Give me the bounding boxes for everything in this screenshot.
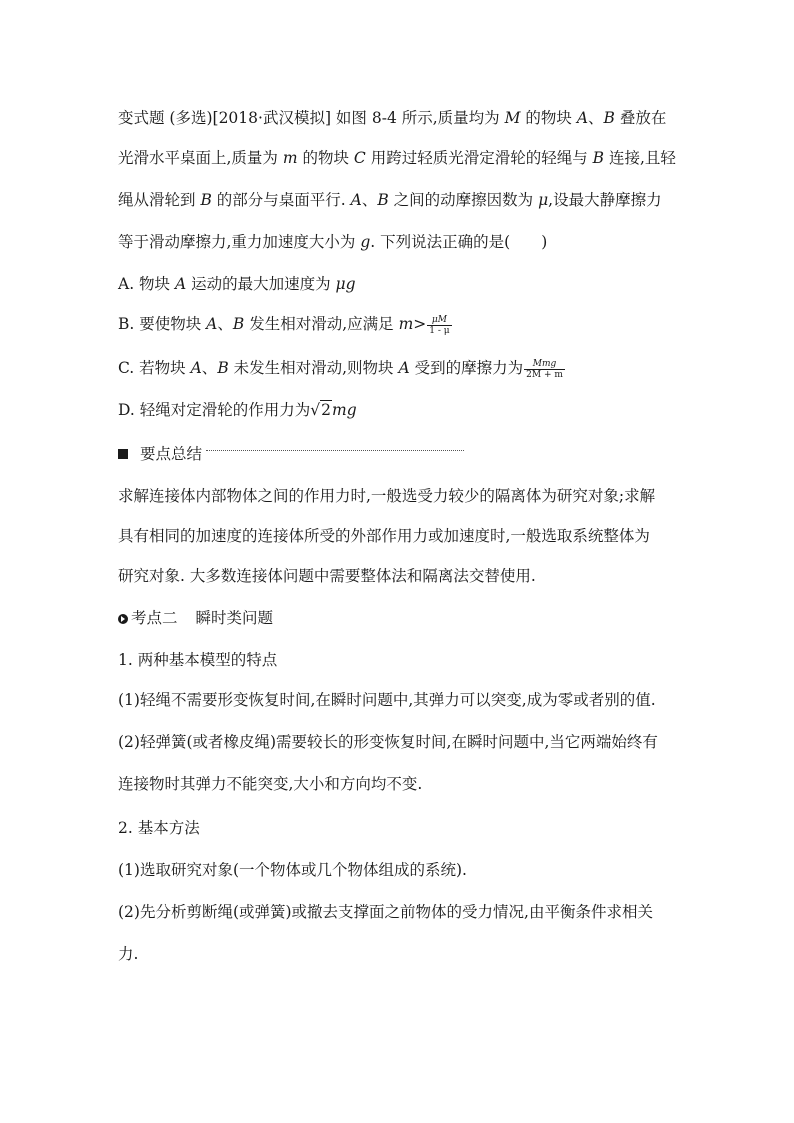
option-c: C. 若物块 A、B 未发生相对滑动,则物块 A 受到的摩擦力为 $\frac{\text{Mmg}}{2M + m}$ <box>118 358 563 380</box>
section-item: (2)轻弹簧(或者橡皮绳)需要较长的形变恢复时间,在瞬时问题中,当它两端始终有 <box>118 733 658 751</box>
dotted-rule <box>206 450 464 451</box>
section-item: 1. 两种基本模型的特点 <box>118 651 278 669</box>
section-item: 力. <box>118 945 139 963</box>
black-square-icon <box>118 449 128 459</box>
option-b: B. 要使物块 A、B 发生相对滑动,应满足 m> $\frac{\mu M}{1 - \mu}$ <box>118 314 450 336</box>
section-heading: 考点二 瞬时类问题 <box>118 608 273 628</box>
fraction-mu-m-over-1-minus-mu: $\frac{\mu M}{1 - \mu}$ <box>429 314 450 336</box>
section-item: 连接物时其弹力不能突变,大小和方向均不变. <box>118 775 423 793</box>
question-line-1: 变式题 (多选)[2018·武汉模拟] 如图 8-4 所示,质量均为 M 的物块 A、B 叠放在 <box>118 109 667 127</box>
summary-heading: 要点总结 <box>118 444 464 464</box>
question-line-4: 等于滑动摩擦力,重力加速度大小为 g. 下列说法正确的是( ) <box>118 233 548 251</box>
question-line-2: 光滑水平桌面上,质量为 m 的物块 C 用跨过轻质光滑定滑轮的轻绳与 B 连接,且轻 <box>118 149 676 167</box>
fraction-mmg-over-2m-plus-m: $\frac{\text{Mmg}}{2M + m}$ <box>526 358 563 380</box>
summary-line: 研究对象. 大多数连接体问题中需要整体法和隔离法交替使用. <box>118 567 536 585</box>
question-line-3: 绳从滑轮到 B 的部分与桌面平行. A、B 之间的动摩擦因数为 μ,设最大静摩擦力 <box>118 191 662 209</box>
square-root: √2 <box>310 401 331 419</box>
summary-line: 求解连接体内部物体之间的作用力时,一般选受力较少的隔离体为研究对象;求解 <box>118 487 656 505</box>
section-item: 2. 基本方法 <box>118 819 200 837</box>
circle-arrow-bullet-icon <box>118 614 128 624</box>
option-d: D. 轻绳对定滑轮的作用力为√2mg <box>118 401 357 419</box>
section-item: (2)先分析剪断绳(或弹簧)或撤去支撑面之前物体的受力情况,由平衡条件求相关 <box>118 903 653 921</box>
option-a: A. 物块 A 运动的最大加速度为 μg <box>118 275 356 293</box>
section-item: (1)选取研究对象(一个物体或几个物体组成的系统). <box>118 861 467 879</box>
section-item: (1)轻绳不需要形变恢复时间,在瞬时问题中,其弹力可以突变,成为零或者别的值. <box>118 691 656 709</box>
summary-line: 具有相同的加速度的连接体所受的外部作用力或加速度时,一般选取系统整体为 <box>118 527 650 545</box>
